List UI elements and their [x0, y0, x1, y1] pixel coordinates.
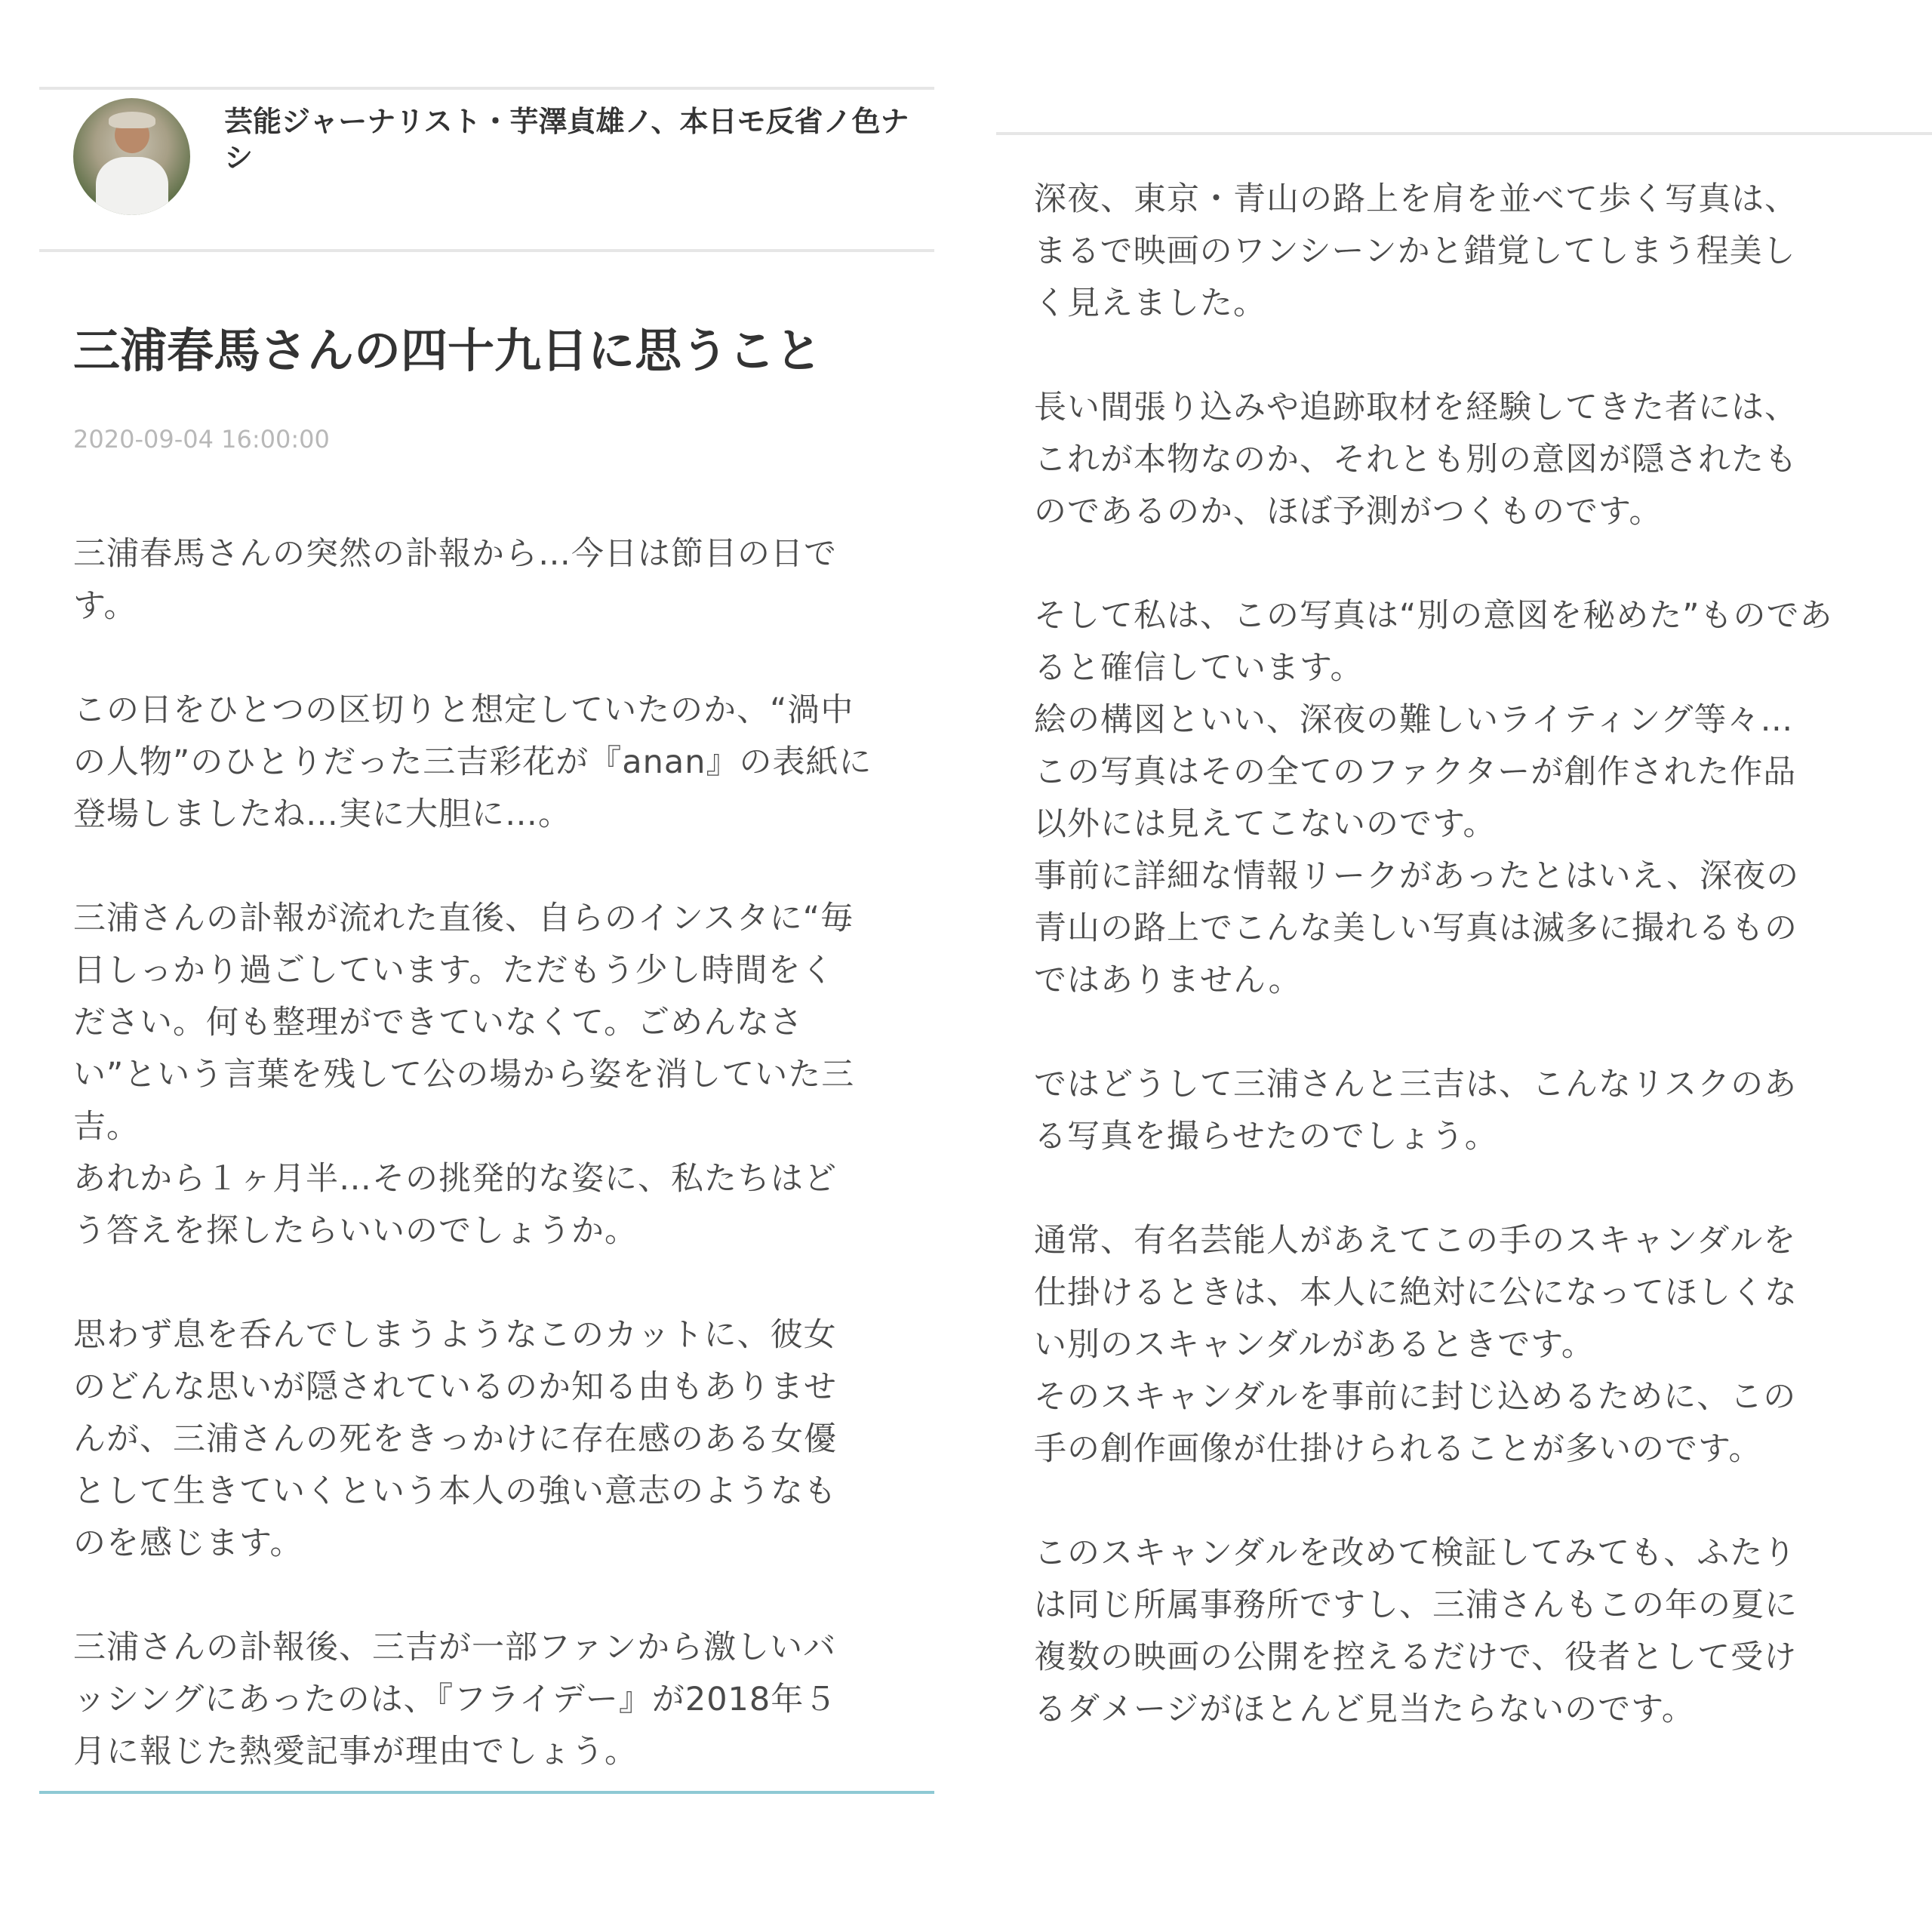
paragraph: 三浦さんの訃報が流れた直後、自らのインスタに“毎 日しっかり過ごしています。ただもう少し時間をく ださい。何も整理ができていなくて。ごめんなさ い”という言葉を残して公の場から姿を消していた三 吉。 あれから１ヶ月半…その挑発的な姿に、私たちはど う答えを探したらいいのでしょうか。 — [73, 900, 855, 1250]
avatar-figure-hat — [109, 112, 155, 128]
paragraph: この日をひとつの区切りと想定していたのか、“渦中 の人物”のひとりだった三吉彩花が『anan』の表紙に 登場しましたね…実に大胆に…。 — [73, 691, 872, 833]
article-title: 三浦春馬さんの四十九日に思うこと — [73, 323, 823, 378]
paragraph: 思わず息を呑んでしまうようなこのカットに、彼女 のどんな思いが隠されているのか知る由もありませ んが、三浦さんの死をきっかけに存在感のある女優 として生きていくという本人の強い意志のようなも のを感じます。 — [73, 1316, 837, 1562]
avatar-figure-body — [96, 157, 168, 215]
article-body-right — [1034, 174, 1909, 1788]
paragraph: 深夜、東京・青山の路上を肩を並べて歩く写真は、 まるで映画のワンシーンかと錯覚してしまう程美し く見えました。 — [1034, 180, 1798, 322]
top-divider — [39, 87, 934, 90]
paragraph: そして私は、この写真は“別の意図を秘めた”ものであ ると確信しています。 絵の構図といい、深夜の難しいライティング等々… この写真はその全てのファクターが創作された作品 以外には見えてこないのです。 事前に詳細な情報リークがあったとはいえ、深夜の 青山の路上でこんな美しい写真は滅多に撮れるもの ではありません。 — [1034, 597, 1833, 999]
paragraph: 長い間張り込みや追跡取材を経験してきた者には、 これが本物なのか、それとも別の意図が隠されたも のであるのか、ほぼ予測がつくものです。 — [1034, 389, 1798, 531]
paragraph: 三浦春馬さんの突然の訃報から…今日は節目の日で す。 — [73, 535, 837, 625]
paragraph: このスキャンダルを改めて検証してみても、ふたり は同じ所属事務所ですし、三浦さんもこの年の夏に 複数の映画の公開を控えるだけで、役者として受け るダメージがほとんど見当たらないのです。 — [1034, 1534, 1798, 1728]
paragraph: 通常、有名芸能人があえてこの手のスキャンダルを 仕掛けるときは、本人に絶対に公になってほしくな い別のスキャンダルがあるときです。 そのスキャンダルを事前に封じ込めるために、この 手の創作画像が仕掛けられることが多いのです。 — [1034, 1222, 1798, 1468]
bottom-divider — [39, 1791, 934, 1794]
header-divider — [39, 249, 934, 252]
author-name[interactable]: 芸能ジャーナリスト・芋澤貞雄ノ、本日モ反省ノ色ナシ — [224, 105, 909, 174]
publish-date: 2020-09-04 16:00:00 — [73, 425, 330, 454]
top-divider — [996, 132, 1932, 135]
article-body-left — [73, 528, 918, 1830]
author-avatar[interactable] — [73, 98, 190, 215]
right-article-column — [996, 132, 1902, 1830]
paragraph: ではどうして三浦さんと三吉は、こんなリスクのあ る写真を撮らせたのでしょう。 — [1034, 1066, 1798, 1155]
left-article-column — [39, 87, 934, 1794]
paragraph: 三浦さんの訃報後、三吉が一部ファンから激しいバ ッシングにあったのは、『フライデー』が2018年５ 月に報じた熱愛記事が理由でしょう。 — [73, 1629, 838, 1770]
